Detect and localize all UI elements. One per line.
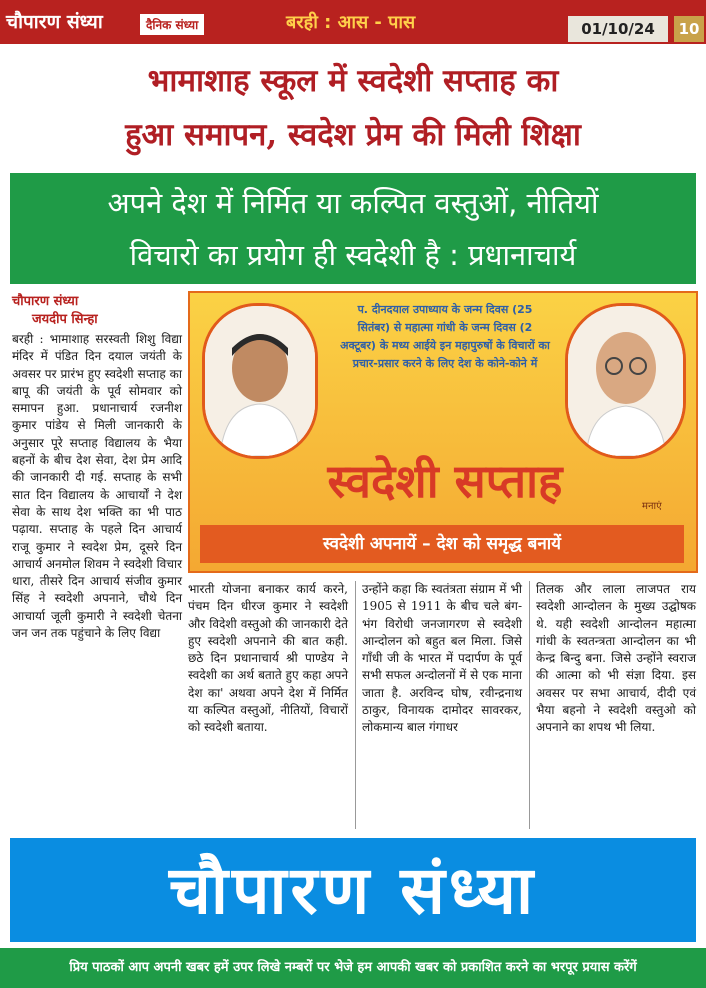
poster-title: स्वदेशी सप्ताह [327,454,563,508]
column-divider [529,581,530,829]
portrait-gandhi-image [565,303,686,459]
footer-notice: प्रिय पाठकों आप अपनी खबर हमें उपर लिखे नम्बरों पर भेजे हम आपकी खबर को प्रकाशित करने का भरपूर प्रयास करेंगें [0,948,706,988]
section-label: बरही : आस - पास [286,12,416,33]
swadeshi-poster [188,291,698,573]
poster-slogan: स्वदेशी अपनायें – देश को समृद्ध बनायें [200,525,684,563]
subheadline-line-1: अपने देश में निर्मित या कल्पित वस्तुओं, नीतियों [107,186,599,220]
subheadline-line-2: विचारो का प्रयोग ही स्वदेशी है : प्रधानाचार्य [129,238,577,272]
poster-manaye: मनाएं [642,501,662,512]
top-bar [0,0,706,44]
issue-date: 01/10/24 [568,16,668,42]
article-column-3: उन्होंने कहा कि स्वतंत्रता संग्राम में भी 1905 से 1911 के बीच चले बंग-भंग विरोधी जनजागरण से स्वदेशी आन्दोलन को बहुत बल मिला. जिसे गाँधी जी के भारत में पदार्पण के पूर्व सभी सफल अन्दोलनों में से एक माना जाता है. अरविन्द घोष, रवीन्द्रनाथ ठाकुर, विनायक दामोदर सावरकर, लोकमान्य बाल गंगाधर [362,582,522,735]
article-column-4: तिलक और लाला लाजपत राय स्वदेशी आन्दोलन के मुख्य उद्घोषक थे. यही स्वदेशी आन्दोलन महात्मा गांधी के स्वतन्त्रता आन्दोलन का भी केन्द्र बिन्दु बना. जिसे उन्होंने स्वराज की आत्मा को भी संज्ञा दिया. इस अवसर पर सभा आचार्य, दीदी एवं भैया बहनो ने स्वदेशी वस्तुओ को अपनाने का शपथ भी लिया. [536,582,696,735]
paper-name: चौपारण संध्या [6,11,103,33]
edition-label: दैनिक संध्या [140,14,204,35]
byline [12,291,182,327]
headline [10,54,696,162]
subheadline [10,173,696,284]
headline-line-2: हुआ समापन, स्वदेश प्रेम की मिली शिक्षा [125,117,581,153]
column-divider [355,581,356,829]
article-column-1: बरही : भामाशाह सरस्वती शिशु विद्या मंदिर में पंडित दिन दयाल जयंती के अवसर पर प्रारंभ हुए स्वदेशी सप्ताह का बापू की जयंती के पूर्व सोमवार को समापन हुआ. प्रधानाचार्य रजनीश कुमार पांडेय से मिली जानकारी के अनुसार पूरे सप्ताह विद्यालय के भैया बहनों के बीच देश सेवा, देश प्रेम आदि की जानकारी दी गई. सप्ताह के सभी सात दिन विद्यालय के आचार्यों ने देश सेवा के साथ देश भक्ति का भी पाठ पढ़ाया. सप्ताह के पहले दिन आचार्य राजू कुमार ने स्वदेश प्रेम, दूसरे दिन आचार्य अनमोल शिवम ने स्वदेशी विचार धारा, तीसरे दिन आचार्य संजीव कुमार सिंह ने स्वदेशी अपनाने, चौथे दिन आचार्या जूली कुमारी ने स्वदेशी चेतना जन जन तक पहुंचाने के लिए विद्या [12,332,182,641]
poster-info-text: प. दीनदयाल उपाध्याय के जन्म दिवस (25 सितंबर) से महात्मा गांधी के जन्म दिवस (2 अक्टूबर) के मध्य आईये इन महापुरुषों के विचारों का प्रचार-प्रसार करने के लिए देश के कोने-कोने में [340,303,550,370]
masthead-banner: चौपारण संध्या [10,838,696,942]
article-column-2: भारती योजना बनाकर कार्य करने, पंचम दिन धीरज कुमार ने स्वदेशी और विदेशी वस्तुओ की जानकारी देते हुए स्वदेशी अपनाने की बात कही. छठे दिन प्रधानाचार्य श्री पाण्डेय ने स्वदेशी का अर्थ बताते हुए कहा अपने देश का' अथवा अपने देश में निर्मित या कल्पित वस्तुओं, नीतियों, विचारों को स्वदेशी बताया. [188,582,348,735]
portrait-deendayal-image [202,303,318,459]
page-number: 10 [674,16,704,42]
byline-author: जयदीप सिन्हा [32,312,98,327]
headline-line-1: भामाशाह स्कूल में स्वदेशी सप्ताह का [147,63,559,99]
byline-source: चौपारण संध्या [12,294,79,309]
